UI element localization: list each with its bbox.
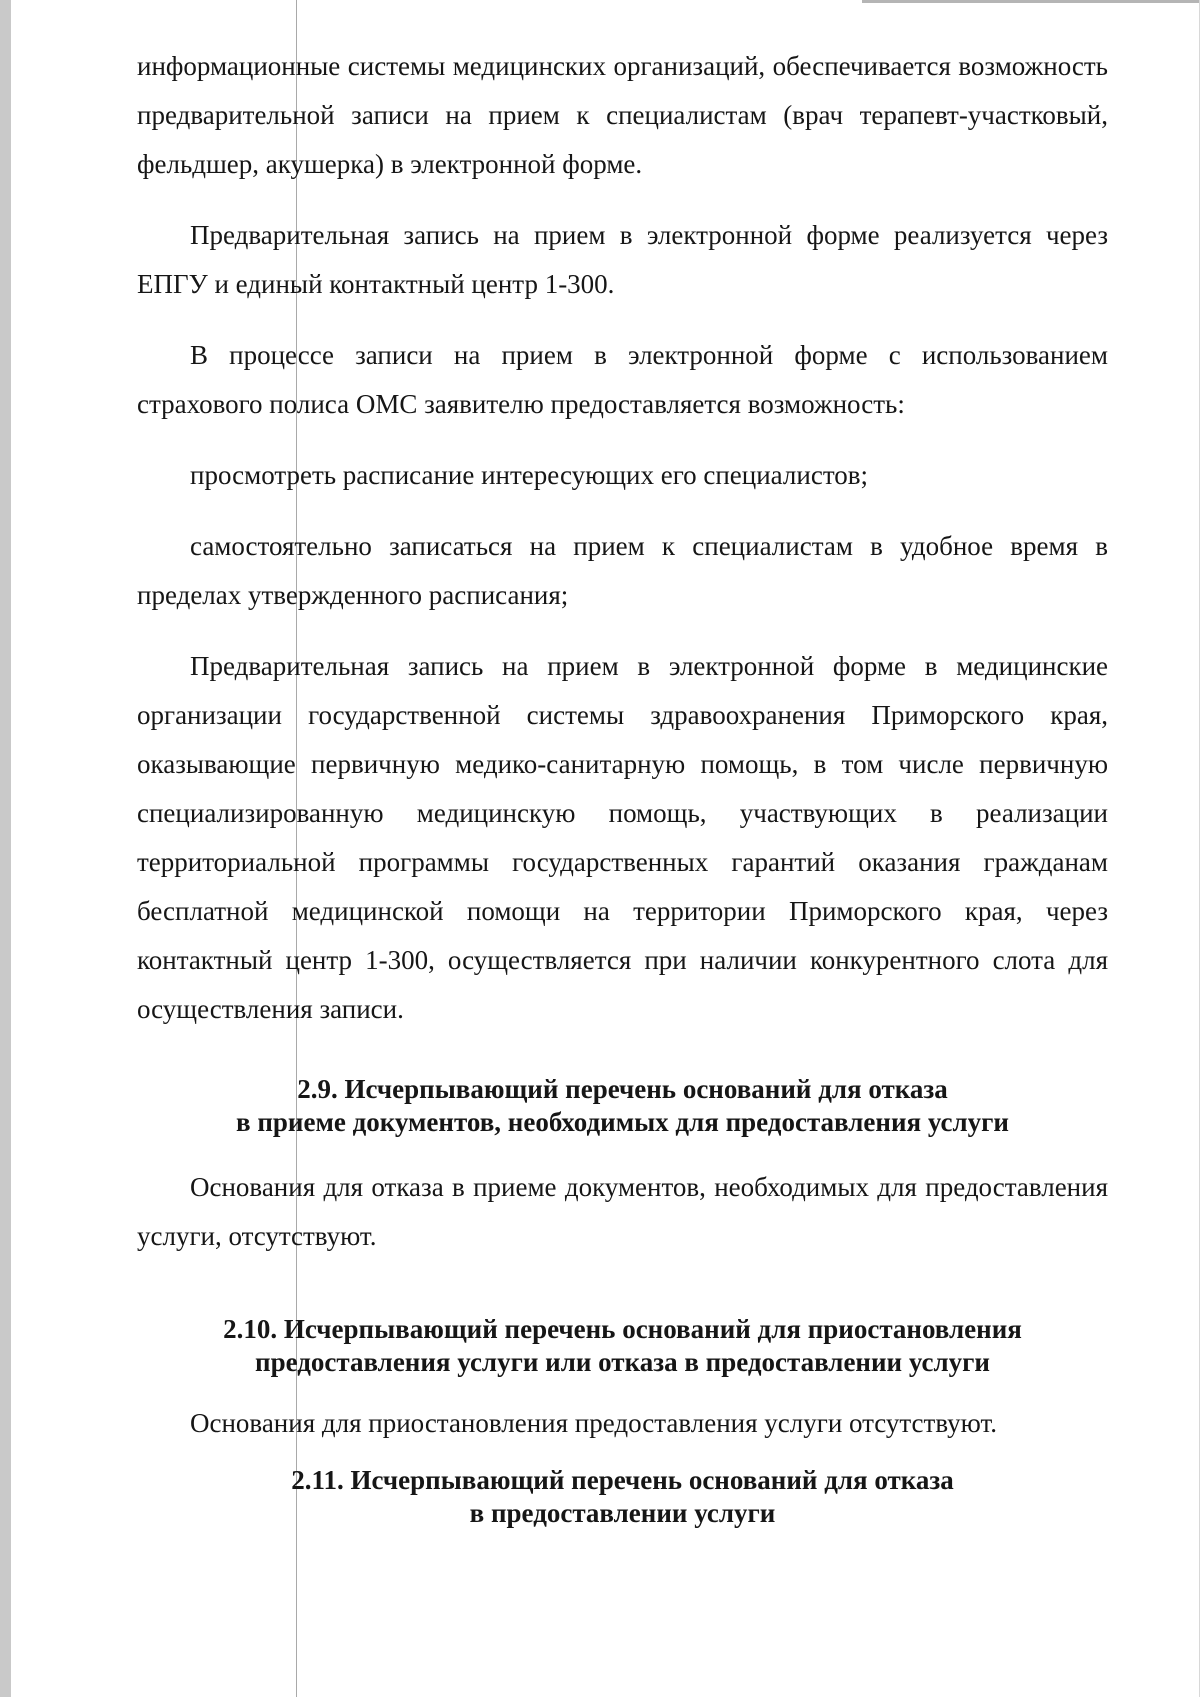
paragraph-preliminary-booking: Предварительная запись на прием в электронной форме в медицинские организации государственной системы здравоохранения Приморского края, оказывающие первичную медико-санитарную помощь, в том числе первичную специализированную медицинскую помощь, участвующих в реализации территориальной программы государственных гарантий оказания гражданам бесплатной медицинской помощи на территории Приморского края, через контактный центр 1-300, осуществляется при наличии конкурентного слота для осуществления записи. <box>137 651 1108 1024</box>
paragraph-epgu: Предварительная запись на прием в электронной форме реализуется через ЕПГУ и единый контактный центр 1-300. <box>137 220 1108 299</box>
section-2-9-heading <box>137 1073 1108 1139</box>
section-2-10-text: Основания для приостановления предоставления услуги отсутствуют. <box>190 1408 997 1438</box>
paragraph-continuation: информационные системы медицинских организаций, обеспечивается возможность предварительной записи на прием к специалистам (врач терапевт-участковый, фельдшер, акушерка) в электронной форме. <box>137 51 1108 179</box>
scan-top-edge <box>862 0 1200 3</box>
paragraph-process: В процессе записи на прием в электронной форме с использованием страхового полиса ОМС заявителю предоставляется возможность: <box>137 340 1108 419</box>
section-2-9-heading-line2: в приеме документов, необходимых для предоставления услуги <box>236 1107 1009 1137</box>
section-2-11-heading-line1: 2.11. Исчерпывающий перечень оснований для отказа <box>291 1465 954 1495</box>
section-2-11-heading-line2: в предоставлении услуги <box>469 1498 776 1528</box>
scan-left-edge <box>0 0 11 1697</box>
document-body <box>137 42 1108 1530</box>
paragraph-self-booking: самостоятельно записаться на прием к специалистам в удобное время в пределах утвержденного расписания; <box>137 531 1108 610</box>
section-2-11-heading <box>137 1464 1108 1530</box>
paragraph-view-schedule: просмотреть расписание интересующих его специалистов; <box>190 460 869 490</box>
section-2-9-text: Основания для отказа в приеме документов, необходимых для предоставления услуги, отсутствуют. <box>137 1172 1108 1251</box>
section-2-10-heading <box>137 1313 1108 1379</box>
section-2-9-heading-line1: 2.9. Исчерпывающий перечень оснований для отказа <box>297 1074 948 1104</box>
section-2-10-heading-line1: 2.10. Исчерпывающий перечень оснований для приостановления <box>223 1314 1022 1344</box>
section-2-10-heading-line2: предоставления услуги или отказа в предоставлении услуги <box>255 1347 990 1377</box>
